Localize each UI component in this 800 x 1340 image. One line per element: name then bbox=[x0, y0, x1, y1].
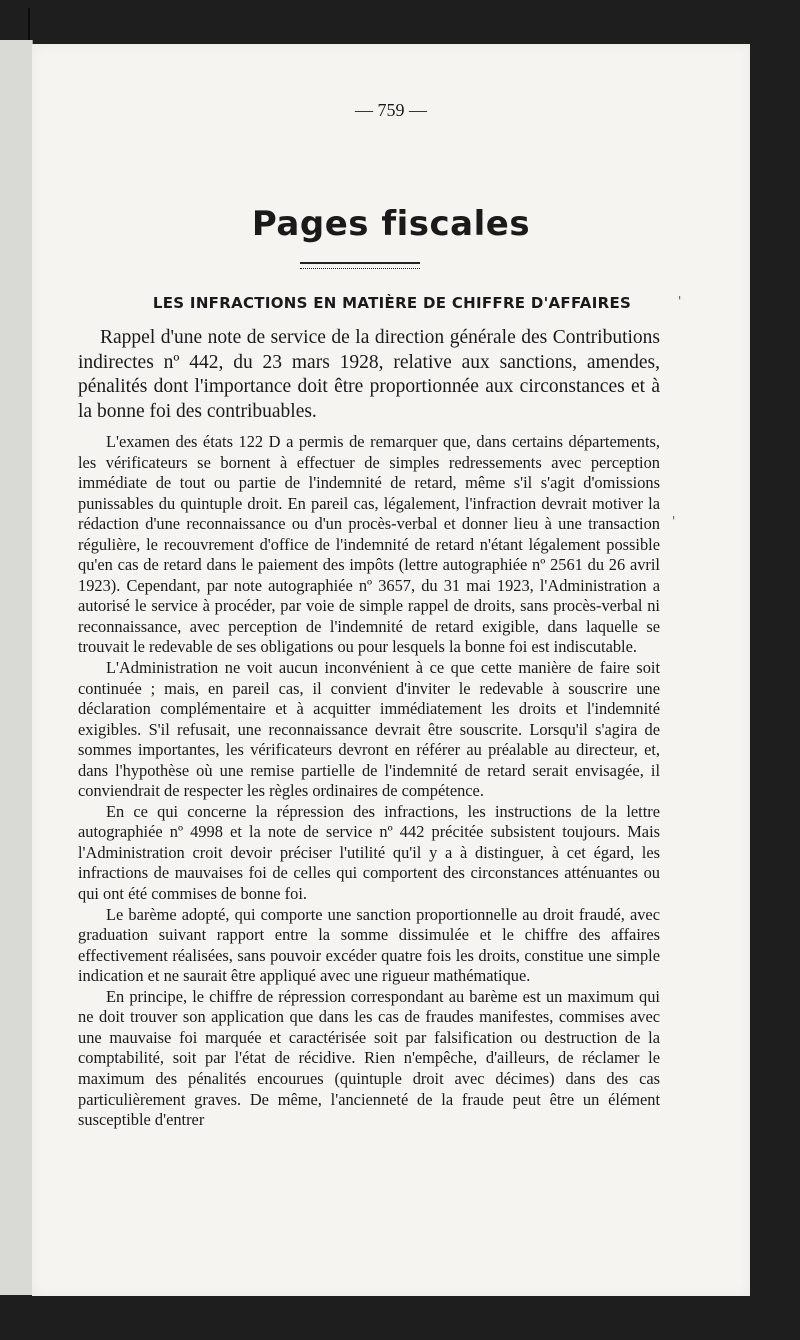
binding-mark bbox=[28, 8, 30, 44]
paragraph-1: L'examen des états 122 D a permis de remarquer que, dans certains départements, les vérificateurs se bornent à effectuer de simples redressements avec perception immédiate de tout ou partie de l'indemnité de retard, même s'il s'agit d'omissions punissables du quintuple droit. En pareil cas, légalement, l'infraction devrait motiver la rédaction d'une reconnaissance ou d'un procès-verbal et donner lieu à une transaction régulière, le recouvrement d'office de l'indemnité de retard n'étant légalement possible qu'en cas de retard dans le paiement des impôts (lettre autographiée nº 2561 du 26 avril 1923). Cependant, par note autographiée nº 3657, du 31 mai 1923, l'Administration a autorisé le service à procéder, par voie de simple rappel de droits, sans procès-verbal ni reconnaissance, avec perception de l'indemnité de retard exigible, dans laquelle se trouvait le redevable de ses obligations ou pour lesquels la bonne foi est indiscutable. bbox=[78, 432, 660, 657]
paragraph-5: En principe, le chiffre de répression correspondant au barème est un maximum qui ne doit trouver son application que dans les cas de fraudes manifestes, commises avec une mauvaise foi marquée et caractérisée soit par falsification ou destruction de la comptabilité, soit par l'état de récidive. Rien n'empêche, d'ailleurs, de réclamer le maximum des pénalités encourues (quintuple droit avec décimes) dans des cas particulièrement graves. De même, l'ancienneté de la fraude peut être un élément susceptible d'entrer bbox=[78, 986, 660, 1130]
paragraph-3: En ce qui concerne la répression des infractions, les instructions de la lettre autographiée nº 4998 et la note de service nº 442 précitée subsistent toujours. Mais l'Administration croit devoir préciser l'utilité qu'il y a à distinguer, à cet égard, les infractions de mauvaises foi de celles qui comportent des circonstances atténuantes ou qui ont été commises de bonne foi. bbox=[78, 801, 660, 904]
article-body bbox=[78, 432, 660, 1131]
paragraph-2: L'Administration ne voit aucun inconvénient à ce que cette manière de faire soit continuée ; mais, en pareil cas, il convient d'inviter le redevable à souscrire une déclaration complémentaire et à acquitter immédiatement les droits et l'indemnité exigibles. S'il refusait, une reconnaissance devrait être souscrite. Lorsqu'il s'agira de sommes importantes, les vérificateurs devront en référer au préalable au directeur, et, dans l'hypothèse où une remise partielle de l'indemnité de retard serait envisagée, il conviendrait de respecter les règles ordinaires de compétence. bbox=[78, 658, 660, 801]
title-underline bbox=[300, 262, 420, 269]
article-heading: LES INFRACTIONS EN MATIÈRE DE CHIFFRE D'AFFAIRES bbox=[152, 294, 632, 312]
paragraph-4: Le barème adopté, qui comporte une sanction proportionnelle au droit fraudé, avec graduation suivant rapport entre la somme dissimulée et le chiffre des affaires effectivement réalisées, sans pouvoir excéder quatre fois les droits, constitue une simple indication et ne saurait être appliqué avec une rigueur mathématique. bbox=[78, 904, 660, 986]
lead-paragraph: Rappel d'une note de service de la direction générale des Contributions indirectes nº 442, du 23 mars 1928, relative aux sanctions, amendes, pénalités dont l'importance doit être proportionnée aux circonstances et à la bonne foi des contribuables. bbox=[78, 327, 660, 422]
page-number: — 759 — bbox=[355, 100, 427, 120]
document-page bbox=[32, 44, 750, 1296]
margin-tick-mark: ' bbox=[672, 514, 676, 528]
section-title: Pages fiscales bbox=[251, 204, 531, 244]
previous-page-edge bbox=[0, 40, 33, 1295]
margin-tick-mark: ' bbox=[678, 294, 682, 308]
